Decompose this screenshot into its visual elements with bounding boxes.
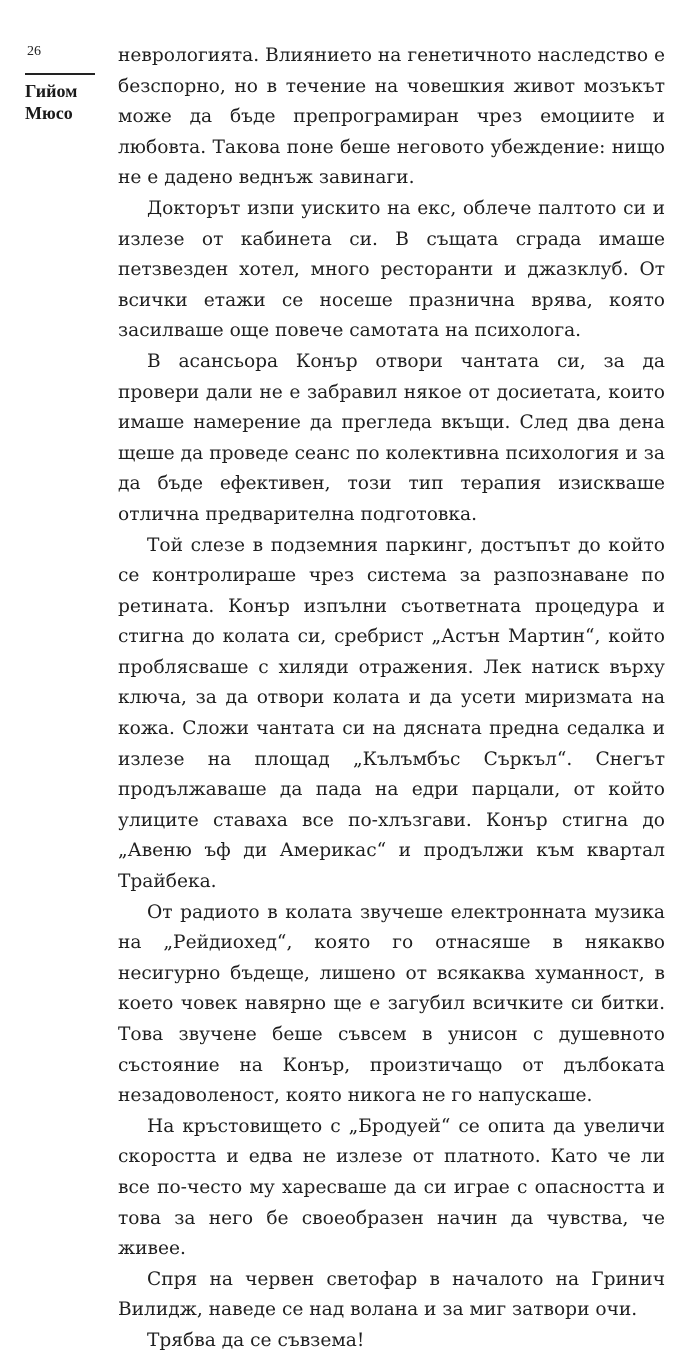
- paragraph: На кръстовището с „Бродуей“ се опита да увеличи скоростта и едва не излезе от платното. Като че ли все по-често му харесваше да си играе с опасността и това за него бе своеобразен начин да чувства, че живее.: [118, 1115, 665, 1260]
- paragraph: Той слезе в подземния паркинг, достъпът до който се контролираше чрез система за разпознаване по ретината. Конър изпълни съответната процедура и стигна до колата си, сребрист „Астън Мартин“, който проблясваше с хиляди отражения. Лек натиск върху ключа, за да отвори колата и да усети миризмата на кожа. Сложи чантата си на дясната предна седалка и излезе на площад „Кълъмбъс Съркъл“. Снегът продължаваше да пада на едри парцали, от който улиците ставаха все по-хлъзгави. Конър стигна до „Авеню ъф ди Америкас“ и продължи към квартал Трайбека.: [118, 534, 665, 893]
- paragraph: От радиото в колата звучеше електронната музика на „Рейдиохед“, която го отнасяше в някакво несигурно бъдеще, лишено от всякаква хуманност, в което човек навярно ще е загубил всичките си битки. Това звучене беше съвсем в унисон с душевното състояние на Конър, произтичащо от дълбоката незадоволеност, която никога не го напускаше.: [118, 901, 665, 1107]
- paragraph: Докторът изпи уискито на екс, облече палтото си и излезе от кабинета си. В същата сграда имаше петзвезден хотел, много ресторанти и джазклуб. От всички етажи се носеше празнична врява, която засилваше още повече самотата на психолога.: [118, 197, 665, 342]
- paragraph: Трябва да се съвзема!: [147, 1329, 365, 1351]
- paragraph: Спря на червен светофар в началото на Гринич Вилидж, наведе се над волана и за миг затвори очи.: [118, 1268, 665, 1321]
- running-header-author: [25, 80, 105, 124]
- paragraph: неврологията. Влиянието на генетичното наследство е безспорно, но в течение на човешкия живот мозъкът може да бъде препрограмиран чрез емоциите и любовта. Такова поне беше неговото убеждение: нищо не е дадено веднъж завинаги.: [118, 45, 665, 189]
- body-text: [118, 41, 665, 1357]
- paragraph: В асансьора Конър отвори чантата си, за да провери дали не е забравил някое от досиетата, които имаше намерение да прегледа вкъщи. След два дена щеше да проведе сеанс по колективна психология и за да бъде ефективен, този тип терапия изискваше отлична предварителна подготовка.: [118, 350, 665, 525]
- header-rule: [25, 73, 95, 75]
- author-last-name: Мюсо: [25, 103, 73, 123]
- page-number: 26: [27, 44, 41, 59]
- author-first-name: Гийом: [25, 81, 78, 101]
